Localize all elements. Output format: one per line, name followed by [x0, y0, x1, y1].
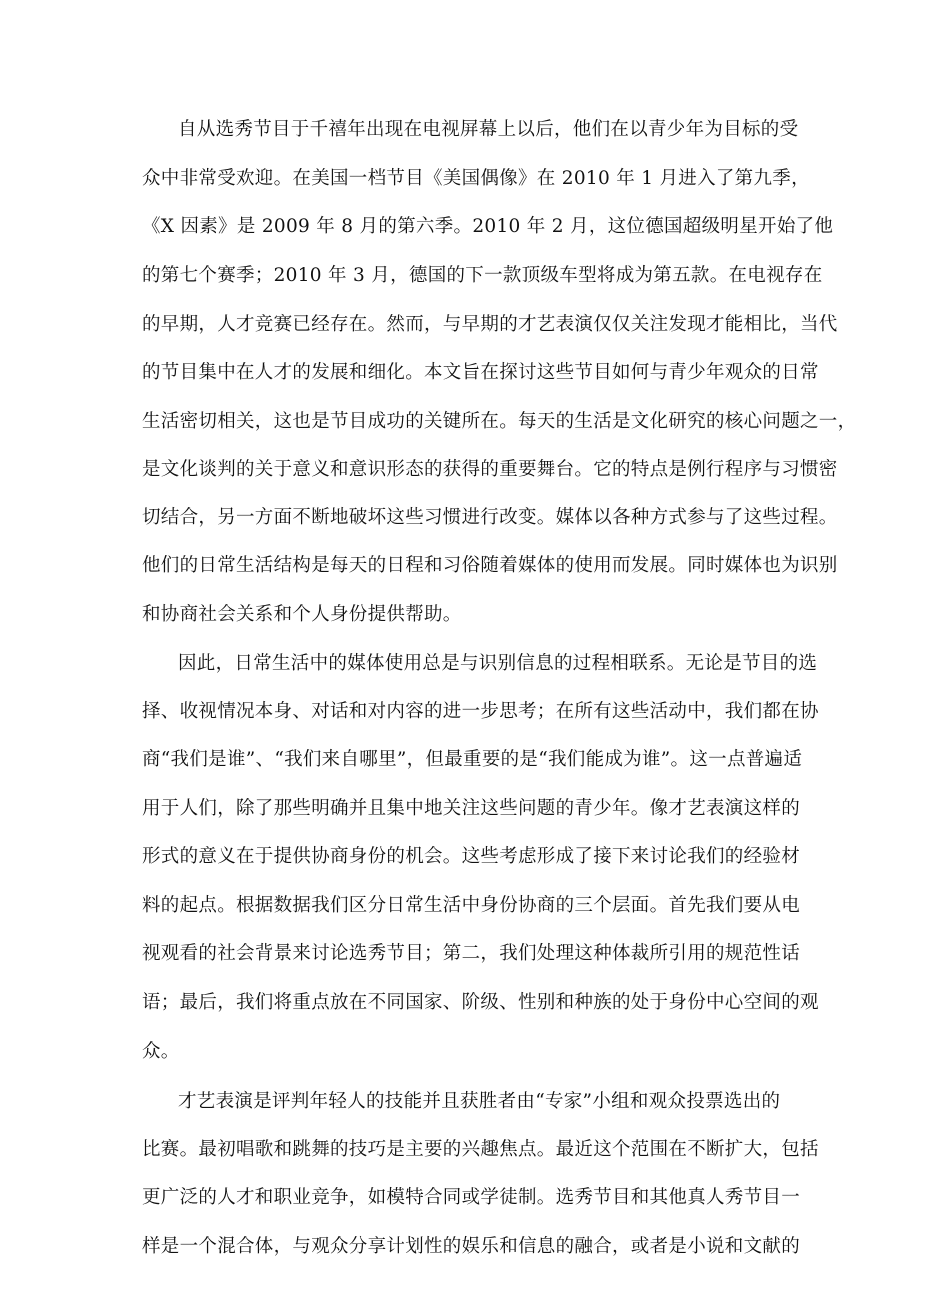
paragraph-1-line-6: 的节目集中在人才的发展和细化。本文旨在探讨这些节目如何与青少年观众的日常 — [142, 362, 819, 383]
paragraph-3-line-1: 才艺表演是评判年轻人的技能并且获胜者由“专家”小组和观众投票选出的 — [178, 1091, 781, 1112]
paragraph-3-line-3: 更广泛的人才和职业竞争，如模特合同或学徒制。选秀节目和其他真人秀节目一 — [142, 1187, 801, 1208]
paragraph-1-line-11: 和协商社会关系和个人身份提供帮助。 — [142, 604, 462, 625]
paragraph-2-line-9: 众。 — [142, 1041, 180, 1062]
paragraph-2-line-3: 商“我们是谁”、“我们来自哪里”，但最重要的是“我们能成为谁”。这一点普遍适 — [142, 749, 803, 770]
paragraph-1-line-5: 的早期，人才竞赛已经存在。然而，与早期的才艺表演仅仅关注发现才能相比，当代 — [142, 314, 838, 335]
paragraph-1-line-9: 切结合，另一方面不断地破坏这些习惯进行改变。媒体以各种方式参与了这些过程。 — [142, 507, 838, 528]
paragraph-1-line-8: 是文化谈判的关于意义和意识形态的获得的重要舞台。它的特点是例行程序与习惯密 — [142, 459, 838, 480]
paragraph-2-line-2: 择、收视情况本身、对话和对内容的进一步思考；在所有这些活动中，我们都在协 — [142, 701, 819, 722]
paragraph-1-line-1: 自从选秀节目于千禧年出现在电视屏幕上以后，他们在以青少年为目标的受 — [178, 119, 799, 140]
paragraph-2-line-8: 语；最后，我们将重点放在不同国家、阶级、性别和种族的处于身份中心空间的观 — [142, 992, 819, 1013]
paragraph-2-line-6: 料的起点。根据数据我们区分日常生活中身份协商的三个层面。首先我们要从电 — [142, 895, 801, 916]
paragraph-3-line-2: 比赛。最初唱歌和跳舞的技巧是主要的兴趣焦点。最近这个范围在不断扩大，包括 — [142, 1139, 819, 1160]
paragraph-1-line-4: 的第七个赛季；2010 年 3 月，德国的下一款顶级车型将成为第五款。在电视存在 — [142, 265, 823, 286]
paragraph-2-line-5: 形式的意义在于提供协商身份的机会。这些考虑形成了接下来讨论我们的经验材 — [142, 846, 801, 867]
paragraph-2-line-1: 因此，日常生活中的媒体使用总是与识别信息的过程相联系。无论是节目的选 — [178, 653, 818, 674]
paragraph-1-line-10: 他们的日常生活结构是每天的日程和习俗随着媒体的使用而发展。同时媒体也为识别 — [142, 555, 838, 576]
paragraph-1-line-7: 生活密切相关，这也是节目成功的关键所在。每天的生活是文化研究的核心问题之一， — [142, 411, 857, 432]
paragraph-1-line-2: 众中非常受欢迎。在美国一档节目《美国偶像》在 2010 年 1 月进入了第九季， — [142, 168, 810, 189]
paragraph-3-line-4: 样是一个混合体，与观众分享计划性的娱乐和信息的融合，或者是小说和文献的 — [142, 1236, 801, 1257]
paragraph-2-line-7: 视观看的社会背景来讨论选秀节目；第二，我们处理这种体裁所引用的规范性话 — [142, 943, 801, 964]
paragraph-1-line-3: 《X 因素》是 2009 年 8 月的第六季。2010 年 2 月，这位德国超级明星开始了他 — [142, 216, 834, 237]
paragraph-2-line-4: 用于人们，除了那些明确并且集中地关注这些问题的青少年。像才艺表演这样的 — [142, 798, 801, 819]
